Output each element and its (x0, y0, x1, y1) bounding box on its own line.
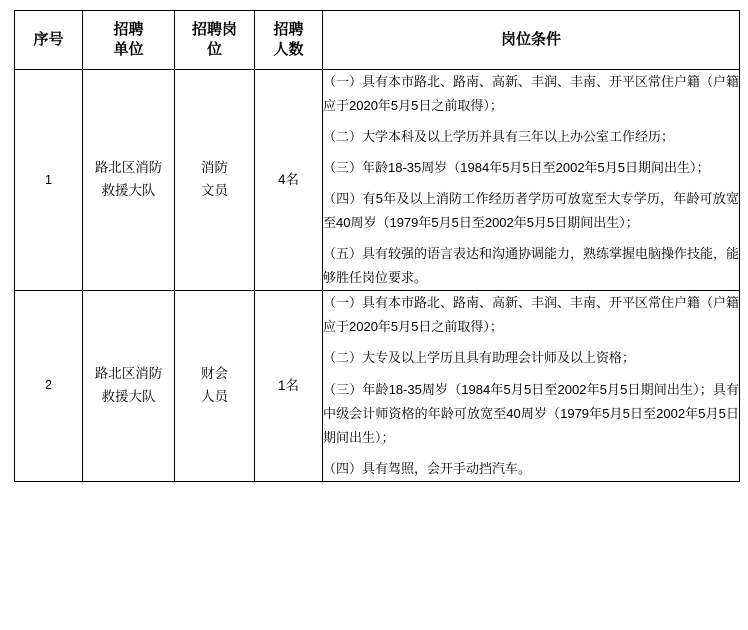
cell-unit-line1: 路北区消防 (94, 160, 163, 176)
header-count-line2: 人数 (273, 41, 304, 58)
header-count-line1: 招聘 (273, 20, 304, 38)
cell-post-line1: 消防 (201, 160, 228, 176)
cell-post-line2: 文员 (201, 183, 228, 199)
recruitment-table (14, 10, 740, 482)
condition-item: （四）具有驾照，会开手动挡汽车。 (323, 460, 532, 476)
cell-conditions (323, 70, 740, 291)
cell-row-number: 1 (15, 70, 83, 291)
cell-conditions (323, 291, 740, 481)
header-cell-no: 序号 (15, 11, 83, 70)
cell-unit (83, 70, 175, 291)
table-row (15, 70, 740, 291)
cell-unit-line2: 救援大队 (101, 389, 156, 405)
cell-post (175, 70, 255, 291)
header-unit-line1: 招聘 (113, 20, 144, 38)
condition-item: （一）具有本市路北、路南、高新、丰润、丰南、开平区常住户籍（户籍应于2020年5月5日之前取得）； (323, 295, 740, 335)
header-cell-post (175, 11, 255, 70)
table-header-row (15, 11, 740, 70)
header-cell-unit (83, 11, 175, 70)
header-post-line1: 招聘岗 (191, 20, 237, 38)
condition-item: （二）大学本科及以上学历并具有三年以上办公室工作经历； (323, 129, 675, 145)
header-cell-conditions: 岗位条件 (323, 11, 740, 70)
condition-item: （一）具有本市路北、路南、高新、丰润、丰南、开平区常住户籍（户籍应于2020年5月5日之前取得）； (323, 74, 740, 114)
cell-count: 1名 (255, 291, 323, 481)
table-body (15, 70, 740, 482)
cell-row-number: 2 (15, 291, 83, 481)
condition-item: （三）年龄18-35周岁（1984年5月5日至2002年5月5日期间出生）； (323, 160, 710, 176)
condition-item: （五）具有较强的语言表达和沟通协调能力，熟练掌握电脑操作技能，能够胜任岗位要求。 (323, 246, 740, 286)
table-header (15, 11, 740, 70)
cell-unit (83, 291, 175, 481)
header-unit-line2: 单位 (113, 41, 144, 58)
condition-item: （二）大专及以上学历且具有助理会计师及以上资格； (323, 350, 636, 366)
header-post-line2: 位 (206, 41, 222, 58)
table-row (15, 291, 740, 481)
cell-post-line1: 财会 (201, 366, 228, 382)
cell-count: 4名 (255, 70, 323, 291)
cell-unit-line2: 救援大队 (101, 183, 156, 199)
cell-post (175, 291, 255, 481)
cell-unit-line1: 路北区消防 (94, 366, 163, 382)
condition-item: （三）年龄18-35周岁（1984年5月5日至2002年5月5日期间出生）；具有中级会计师资格的年龄可放宽至40周岁（1979年5月5日至2002年5月5日期间出生）； (323, 381, 739, 445)
cell-post-line2: 人员 (201, 389, 228, 405)
header-cell-count (255, 11, 323, 70)
condition-item: （四）有5年及以上消防工作经历者学历可放宽至大专学历，年龄可放宽至40周岁（1979年5月5日至2002年5月5日期间出生）； (323, 191, 739, 231)
